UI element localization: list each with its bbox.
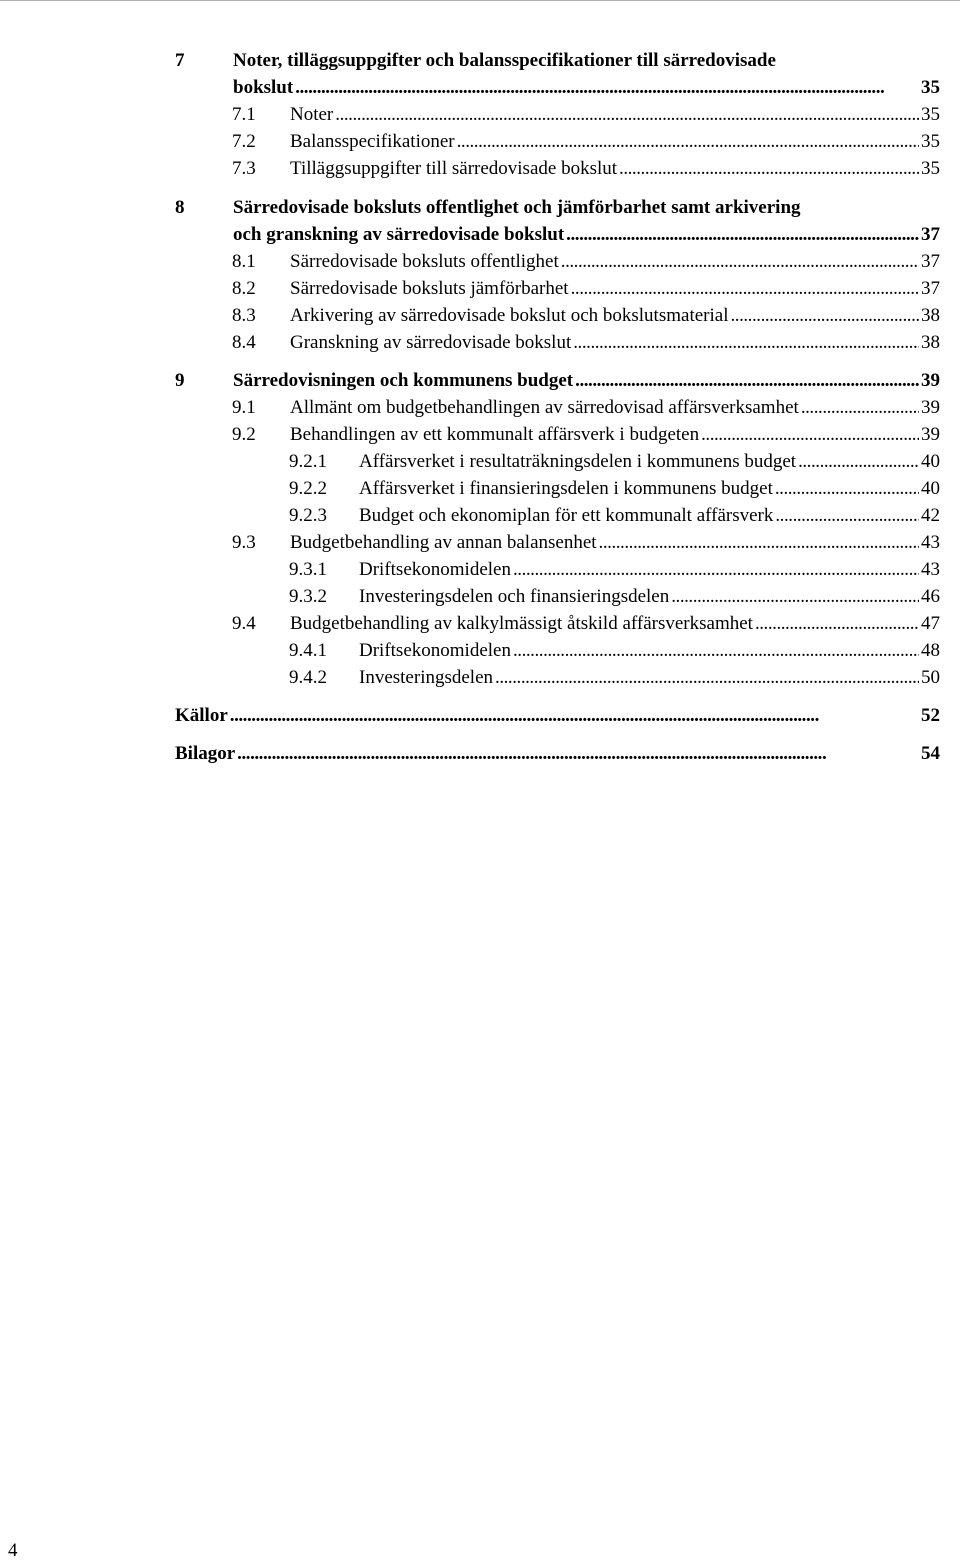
toc-number: 7.1 <box>232 104 256 125</box>
toc-leader-dots <box>566 221 919 248</box>
toc-page-number: 54 <box>921 743 940 764</box>
toc-subsection-9-2-3[interactable] <box>289 502 940 529</box>
toc-title: Budgetbehandling av annan balansenhet <box>290 532 597 553</box>
toc-number: 9.3.2 <box>289 586 327 607</box>
toc-bilagor[interactable] <box>175 740 940 767</box>
toc-section-9-3[interactable] <box>232 529 940 556</box>
toc-leader-dots <box>575 367 919 394</box>
toc-title: bokslut <box>233 77 294 98</box>
toc-chapter-7-line2[interactable] <box>175 74 940 101</box>
toc-page-number: 39 <box>921 424 940 445</box>
toc-page-number: 37 <box>921 251 940 272</box>
toc-number: 9.1 <box>232 397 256 418</box>
toc-title: Affärsverket i resultaträkningsdelen i kommunens budget <box>359 451 797 472</box>
toc-number: 7.3 <box>232 158 256 179</box>
toc-number: 9.3.1 <box>289 559 327 580</box>
toc-page-number: 39 <box>921 370 940 391</box>
toc-page-number: 37 <box>921 224 940 245</box>
toc-leader-dots <box>457 128 919 155</box>
toc-subsection-9-2-1[interactable] <box>289 448 940 475</box>
toc-page-number: 43 <box>921 559 940 580</box>
toc-title: Budgetbehandling av kalkylmässigt åtskild affärsverksamhet <box>290 613 753 634</box>
toc-page-number: 47 <box>921 613 940 634</box>
toc-title: Noter <box>290 104 334 125</box>
toc-leader-dots <box>671 583 919 610</box>
toc-kallor[interactable] <box>175 702 940 729</box>
toc-section-9-2[interactable] <box>232 421 940 448</box>
toc-page-number: 35 <box>921 131 940 152</box>
toc-leader-dots <box>801 394 919 421</box>
toc-section-8-4[interactable] <box>232 329 940 356</box>
toc-section-8-2[interactable] <box>232 275 940 302</box>
toc-number: 9.4.2 <box>289 667 327 688</box>
toc-page-number: 39 <box>921 397 940 418</box>
toc-title: och granskning av särredovisade bokslut <box>233 224 565 245</box>
toc-title: Driftsekonomidelen <box>359 640 511 661</box>
toc-number: 9.4 <box>232 613 256 634</box>
toc-section-9-4[interactable] <box>232 610 940 637</box>
toc-leader-dots <box>599 529 919 556</box>
toc-title: Källor <box>175 705 228 726</box>
toc-subsection-9-4-2[interactable] <box>289 664 940 691</box>
toc-title: Arkivering av särredovisade bokslut och bokslutsmaterial <box>290 305 729 326</box>
toc-leader-dots <box>730 302 919 329</box>
toc-page-number: 38 <box>921 332 940 353</box>
toc-page-number: 48 <box>921 640 940 661</box>
toc-title: Tilläggsuppgifter till särredovisade bokslut <box>290 158 618 179</box>
toc-title: Investeringsdelen och finansieringsdelen <box>359 586 670 607</box>
toc-leader-dots <box>619 155 919 182</box>
toc-title: Behandlingen av ett kommunalt affärsverk i budgeten <box>290 424 700 445</box>
toc-chapter-9[interactable] <box>175 367 940 394</box>
toc-section-9-1[interactable] <box>232 394 940 421</box>
toc-number: 9.4.1 <box>289 640 327 661</box>
toc-leader-dots <box>798 448 919 475</box>
toc-section-7-3[interactable] <box>232 155 940 182</box>
toc-number: 9.3 <box>232 532 256 553</box>
toc-title: Särredovisade boksluts jämförbarhet <box>290 278 569 299</box>
toc-leader-dots <box>513 637 919 664</box>
toc-page-number: 35 <box>921 104 940 125</box>
toc-number: 7.2 <box>232 131 256 152</box>
toc-title: Särredovisningen och kommunens budget <box>233 370 574 391</box>
toc-title: Driftsekonomidelen <box>359 559 511 580</box>
toc-number: 9.2.2 <box>289 478 327 499</box>
toc-number: 7 <box>175 50 185 71</box>
toc-title: Balansspecifikationer <box>290 131 455 152</box>
toc-section-8-1[interactable] <box>232 248 940 275</box>
toc-leader-dots <box>573 329 919 356</box>
toc-page-number: 50 <box>921 667 940 688</box>
toc-leader-dots <box>237 740 919 767</box>
toc-page-number: 35 <box>921 77 940 98</box>
toc-subsection-9-3-1[interactable] <box>289 556 940 583</box>
toc-page-number: 43 <box>921 532 940 553</box>
toc-chapter-8-line2[interactable] <box>175 221 940 248</box>
toc-number: 9.2.1 <box>289 451 327 472</box>
toc-leader-dots <box>571 275 919 302</box>
toc-page-number: 42 <box>921 505 940 526</box>
toc-number: 9.2.3 <box>289 505 327 526</box>
toc-title: Granskning av särredovisade bokslut <box>290 332 572 353</box>
toc-leader-dots <box>561 248 919 275</box>
toc-leader-dots <box>513 556 919 583</box>
toc-number: 8.1 <box>232 251 256 272</box>
toc-subsection-9-2-2[interactable] <box>289 475 940 502</box>
toc-page-number: 46 <box>921 586 940 607</box>
toc-subsection-9-3-2[interactable] <box>289 583 940 610</box>
toc-page-number: 38 <box>921 305 940 326</box>
toc-leader-dots <box>295 74 919 101</box>
toc-subsection-9-4-1[interactable] <box>289 637 940 664</box>
toc-page-number: 35 <box>921 158 940 179</box>
toc-section-7-1[interactable] <box>232 101 940 128</box>
toc-page-number: 40 <box>921 451 940 472</box>
toc-number: 8.2 <box>232 278 256 299</box>
toc-title: Särredovisade boksluts offentlighet och jämförbarhet samt arkivering <box>233 197 801 218</box>
toc-number: 9.2 <box>232 424 256 445</box>
toc-number: 8.3 <box>232 305 256 326</box>
toc-title: Bilagor <box>175 743 236 764</box>
toc-title: Allmänt om budgetbehandlingen av särredovisad affärsverksamhet <box>290 397 799 418</box>
toc-title: Budget och ekonomiplan för ett kommunalt affärsverk <box>359 505 774 526</box>
toc-number: 8 <box>175 197 185 218</box>
toc-number: 9 <box>175 370 185 391</box>
toc-chapter-7-line1[interactable] <box>175 47 940 74</box>
toc-title: Affärsverket i finansieringsdelen i kommunens budget <box>359 478 773 499</box>
toc-title: Noter, tilläggsuppgifter och balansspecifikationer till särredovisade <box>233 50 776 71</box>
toc-leader-dots <box>775 502 919 529</box>
toc-leader-dots <box>230 702 919 729</box>
toc-page-number: 52 <box>921 705 940 726</box>
toc-number: 8.4 <box>232 332 256 353</box>
toc-leader-dots <box>701 421 919 448</box>
toc-title: Särredovisade boksluts offentlighet <box>290 251 559 272</box>
toc-leader-dots <box>495 664 919 691</box>
toc-section-7-2[interactable] <box>232 128 940 155</box>
toc-leader-dots <box>335 101 919 128</box>
page-footer-number: 4 <box>8 1540 18 1561</box>
toc-title: Investeringsdelen <box>359 667 494 688</box>
toc-leader-dots <box>755 610 919 637</box>
toc-chapter-8-line1[interactable] <box>175 194 940 221</box>
toc-leader-dots <box>775 475 919 502</box>
toc-section-8-3[interactable] <box>232 302 940 329</box>
toc-page-number: 37 <box>921 278 940 299</box>
toc-page-number: 40 <box>921 478 940 499</box>
